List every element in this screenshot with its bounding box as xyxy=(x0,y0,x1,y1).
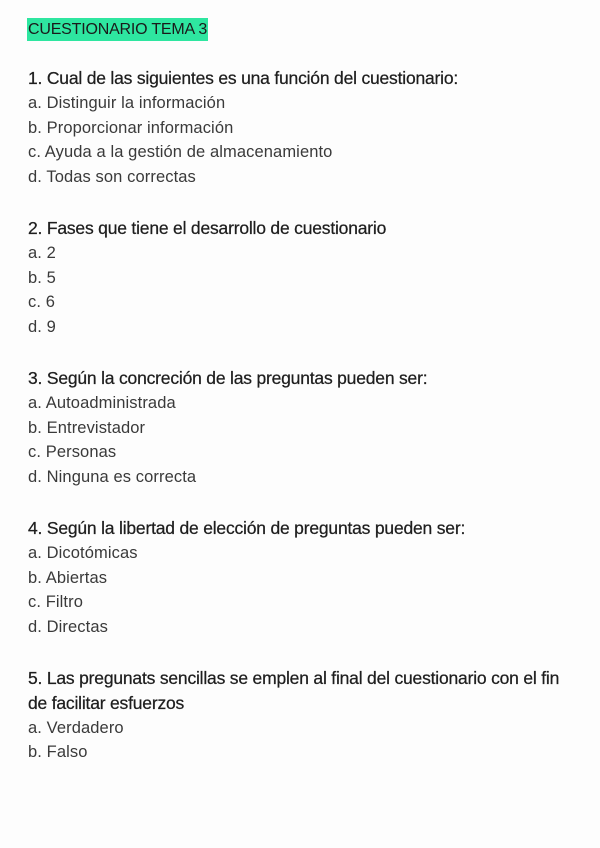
question-4 xyxy=(28,516,573,640)
answer-option: b. Falso xyxy=(28,743,88,762)
answer-option: a. Dicotómicas xyxy=(28,543,138,562)
question-text: 3. Según la concreción de las preguntas pueden ser: xyxy=(28,367,428,388)
question-text: 1. Cual de las siguientes es una función del cuestionario: xyxy=(28,68,459,88)
answer-option: b. Abiertas xyxy=(28,568,108,587)
question-text: 4. Según la libertad de elección de preguntas pueden ser: xyxy=(28,517,466,538)
question-2 xyxy=(28,216,573,340)
answer-option: b. Entrevistador xyxy=(28,418,146,437)
question-3 xyxy=(28,366,573,490)
answer-option: d. 9 xyxy=(28,318,56,337)
answer-option: d. Ninguna es correcta xyxy=(28,468,197,487)
answer-option: a. Verdadero xyxy=(28,718,124,737)
answer-option: a. Autoadministrada xyxy=(28,393,176,412)
question-1 xyxy=(28,66,573,190)
answer-option: b. 5 xyxy=(28,268,56,287)
question-text: 5. Las pregunats sencillas se emplen al final del cuestionario con el fin de facilitar esfuerzos xyxy=(28,667,560,713)
question-text: 2. Fases que tiene el desarrollo de cuestionario xyxy=(28,217,387,238)
answer-option: c. Ayuda a la gestión de almacenamiento xyxy=(28,143,333,162)
answer-option: d. Todas son correctas xyxy=(28,168,196,187)
answer-option: c. Filtro xyxy=(28,593,83,612)
question-5 xyxy=(28,666,573,765)
answer-option: c. 6 xyxy=(28,293,55,312)
answer-option: c. Personas xyxy=(28,443,117,462)
answer-option: b. Proporcionar información xyxy=(28,118,234,137)
answer-option: d. Directas xyxy=(28,618,108,637)
answer-option: a. Distinguir la información xyxy=(28,93,226,112)
answer-option: a. 2 xyxy=(28,243,56,262)
question-list xyxy=(28,66,573,791)
document-title: CUESTIONARIO TEMA 3 xyxy=(27,18,208,41)
